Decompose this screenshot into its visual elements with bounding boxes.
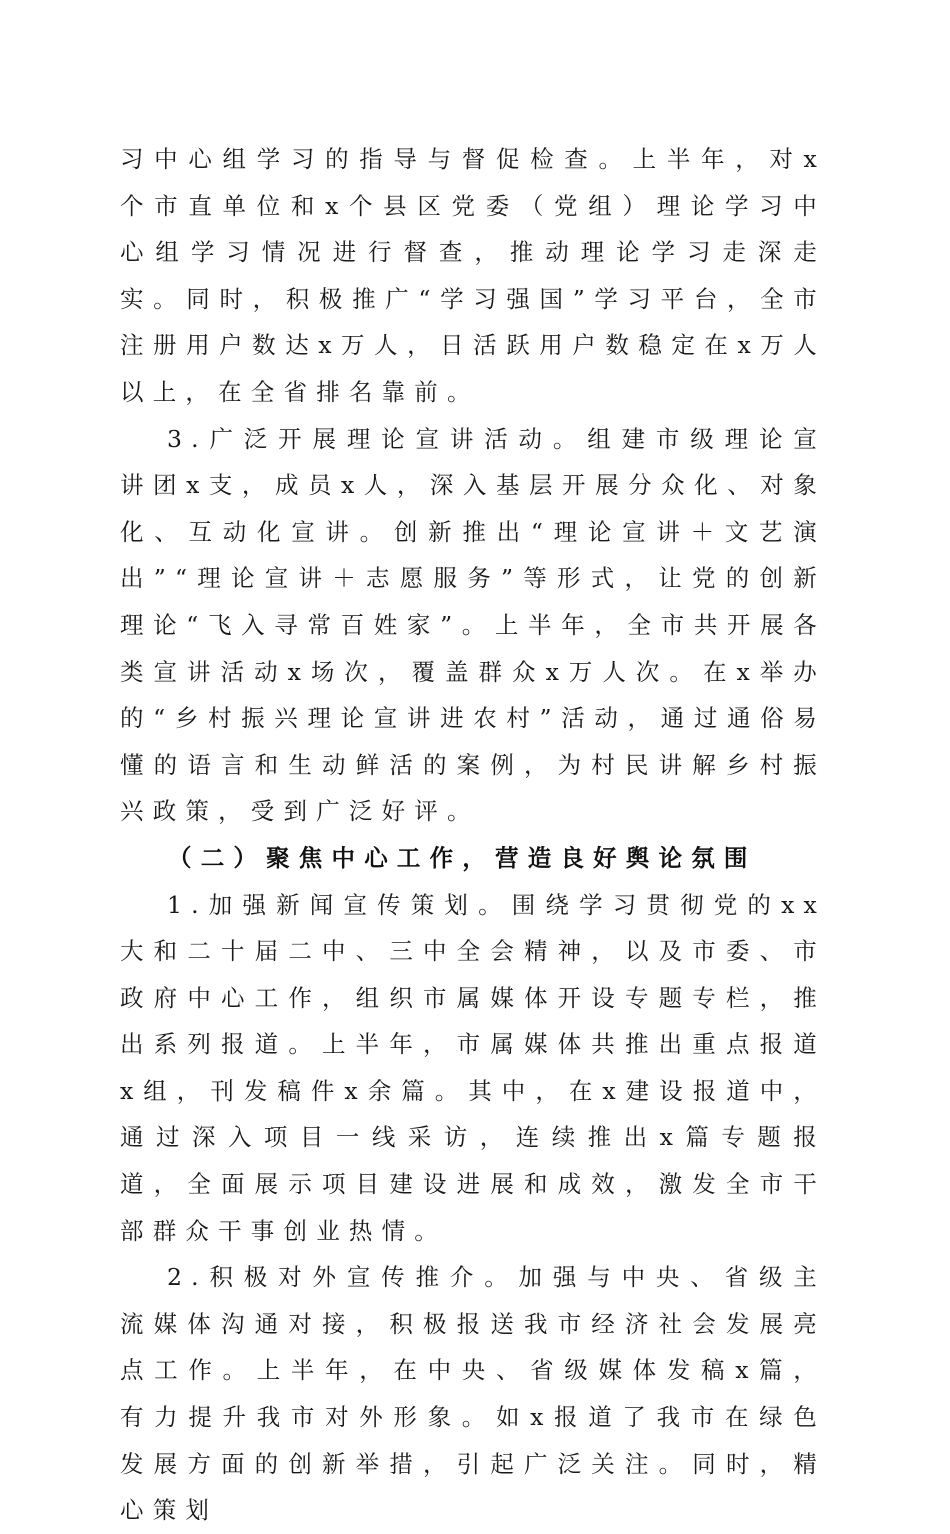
- paragraph-item-1-news-planning: 1.加强新闻宣传策划。围绕学习贯彻党的xx大和二十届二中、三中全会精神，以及市委、市政府中心工作，组织市属媒体开设专题专栏，推出系列报道。上半年，市属媒体共推出重点报道x组，刊发稿件x余篇。其中，在x建设报道中，通过深入项目一线采访，连续推出x篇专题报道，全面展示项目建设进展和成效，激发全市干部群众干事创业热情。: [120, 890, 826, 1245]
- paragraph-item-3-theory-lectures: 3.广泛开展理论宣讲活动。组建市级理论宣讲团x支，成员x人，深入基层开展分众化、对象化、互动化宣讲。创新推出“理论宣讲＋文艺演出”“理论宣讲＋志愿服务”等形式，让党的创新理论“飞入寻常百姓家”。上半年，全市共开展各类宣讲活动x场次，覆盖群众x万人次。在x举办的“乡村振兴理论宣讲进农村”活动，通过通俗易懂的语言和生动鲜活的案例，为村民讲解乡村振兴政策，受到广泛好评。: [120, 424, 826, 826]
- paragraph-continuation: 习中心组学习的指导与督促检查。上半年，对x个市直单位和x个县区党委（党组）理论学习中心组学习情况进行督查，推动理论学习走深走实。同时，积极推广“学习强国”学习平台，全市注册用户数达x万人，日活跃用户数稳定在x万人以上，在全省排名靠前。: [120, 145, 826, 406]
- section-heading-2: （二）聚焦中心工作，营造良好舆论氛围: [168, 843, 757, 872]
- document-page: [120, 136, 826, 1534]
- paragraph-item-2-external-publicity: 2.积极对外宣传推介。加强与中央、省级主流媒体沟通对接，积极报送我市经济社会发展亮点工作。上半年，在中央、省级媒体发稿x篇，有力提升我市对外形象。如x报道了我市在绿色发展方面的创新举措，引起广泛关注。同时，精心策划: [120, 1263, 826, 1525]
